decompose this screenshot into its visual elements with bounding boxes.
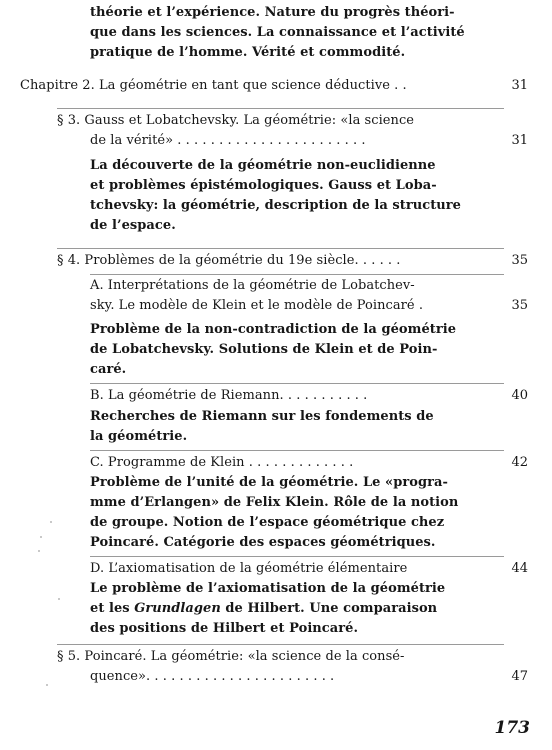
subsection-d-desc-line: Le problème de l’axiomatisation de la géométrie xyxy=(90,581,446,596)
subsection-a-desc-line: caré. xyxy=(90,362,127,377)
subsection-separator xyxy=(90,274,504,275)
intro-desc-line: que dans les sciences. La connaissance et l’activité xyxy=(90,25,465,40)
subsection-c-desc-line: de groupe. Notion de l’espace géométrique chez xyxy=(90,515,445,530)
section-separator xyxy=(57,248,504,249)
subsection-d-desc-text: et les xyxy=(90,601,135,616)
page-number: 173 xyxy=(494,718,530,738)
section-4-page: 35 xyxy=(511,253,528,268)
intro-desc-line: pratique de l’homme. Vérité et commodité. xyxy=(90,45,406,60)
scan-speck xyxy=(50,521,52,523)
subsection-a-desc-line: Problème de la non-contradiction de la géométrie xyxy=(90,322,457,337)
subsection-separator xyxy=(90,556,504,557)
section-3-desc-line: tchevsky: la géométrie, description de la structure xyxy=(90,198,461,213)
subsection-separator xyxy=(90,450,504,451)
subsection-b-desc-line: la géométrie. xyxy=(90,429,188,444)
section-3-heading: de la vérité» . . . . . . . . . . . . . . . . . . . . . . . xyxy=(90,133,366,148)
section-5-heading: § 5. Poincaré. La géométrie: «la science de la consé- xyxy=(57,649,405,664)
section-3-heading: § 3. Gauss et Lobatchevsky. La géométrie: «la science xyxy=(57,113,415,128)
intro-desc-line: théorie et l’expérience. Nature du progrès théori- xyxy=(90,5,455,20)
subsection-c-title: C. Programme de Klein . . . . . . . . . . . . . xyxy=(90,455,354,470)
subsection-c-desc-line: mme d’Erlangen» de Felix Klein. Rôle de la notion xyxy=(90,495,459,510)
chapter-heading: Chapitre 2. La géométrie en tant que science déductive . . xyxy=(20,78,407,93)
subsection-d-desc-line: des positions de Hilbert et Poincaré. xyxy=(90,621,359,636)
subsection-b-desc-line: Recherches de Riemann sur les fondements de xyxy=(90,409,434,424)
section-3-desc-line: La découverte de la géométrie non-euclidienne xyxy=(90,158,436,173)
section-5-heading: quence». . . . . . . . . . . . . . . . . . . . . . . xyxy=(90,669,335,684)
scan-speck xyxy=(58,598,60,600)
subsection-c-page: 42 xyxy=(511,455,528,470)
section-4-heading-text: § 4. Problèmes de la géométrie du 19e siècle. . . . . . xyxy=(57,253,401,268)
subsection-d-title: D. L’axiomatisation de la géométrie élémentaire xyxy=(90,561,408,576)
chapter-page: 31 xyxy=(511,78,528,93)
section-separator xyxy=(57,108,504,109)
subsection-d-desc-line xyxy=(90,601,437,617)
section-4-heading xyxy=(57,253,400,269)
subsection-d-page: 44 xyxy=(511,561,528,576)
subsection-b-page: 40 xyxy=(511,388,528,403)
section-separator xyxy=(57,644,504,645)
scan-speck xyxy=(38,550,40,552)
subsection-c-desc-line: Poincaré. Catégorie des espaces géométriques. xyxy=(90,535,436,550)
grundlagen-italic: Grundlagen xyxy=(134,601,221,616)
subsection-a-desc-line: de Lobatchevsky. Solutions de Klein et de Poin- xyxy=(90,342,438,357)
scan-speck xyxy=(40,536,42,538)
section-3-desc-line: de l’espace. xyxy=(90,218,176,233)
subsection-a-page: 35 xyxy=(511,298,528,313)
section-3-page: 31 xyxy=(511,133,528,148)
section-5-page: 47 xyxy=(511,669,528,684)
subsection-separator xyxy=(90,383,504,384)
subsection-a-title: A. Interprétations de la géométrie de Lobatchev- xyxy=(90,278,415,293)
subsection-d-desc-text: de Hilbert. Une comparaison xyxy=(220,601,438,616)
subsection-c-desc-line: Problème de l’unité de la géométrie. Le «progra- xyxy=(90,475,448,490)
subsection-a-title: sky. Le modèle de Klein et le modèle de Poincaré . xyxy=(90,298,424,313)
scan-speck xyxy=(46,684,48,686)
subsection-b-title: B. La géométrie de Riemann. . . . . . . . . . . xyxy=(90,388,368,403)
section-3-desc-line: et problèmes épistémologiques. Gauss et Loba- xyxy=(90,178,437,193)
